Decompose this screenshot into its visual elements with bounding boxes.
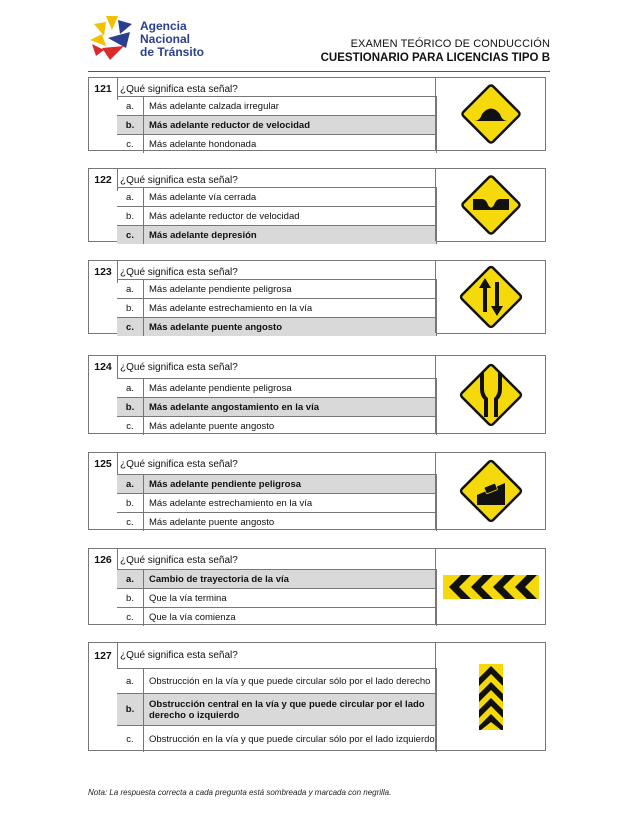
options-list <box>117 378 437 435</box>
agency-name-line-3: de Tránsito <box>140 45 205 59</box>
document-header <box>321 38 550 64</box>
option-letter: a. <box>117 475 144 493</box>
options-list <box>117 569 437 626</box>
question-text: ¿Qué significa esta señal? <box>120 174 238 186</box>
option-text: Más adelante pendiente peligrosa <box>144 379 437 397</box>
option-letter: c. <box>117 513 144 531</box>
option-letter: a. <box>117 97 144 115</box>
option-text: Más adelante puente angosto <box>144 417 437 435</box>
option-text: Obstrucción en la vía y que puede circular sólo por el lado izquierdo <box>144 726 437 752</box>
option-a <box>117 97 437 116</box>
question-number: 126 <box>89 549 118 571</box>
option-a <box>117 280 437 299</box>
options-list <box>117 279 437 336</box>
question-block-125 <box>88 452 546 530</box>
agency-name <box>140 20 204 59</box>
option-b <box>117 589 437 608</box>
steep-descent-sign-icon <box>455 455 527 527</box>
question-block-123 <box>88 260 546 334</box>
option-text: Que la vía comienza <box>144 608 437 626</box>
sign-cell <box>435 261 545 333</box>
option-b <box>117 494 437 513</box>
options-list <box>117 187 437 244</box>
option-text: Que la vía termina <box>144 589 437 607</box>
option-b <box>117 207 437 226</box>
option-text: Más adelante calzada irregular <box>144 97 437 115</box>
question-text: ¿Qué significa esta señal? <box>120 554 238 566</box>
option-c <box>117 513 437 531</box>
question-number: 124 <box>89 356 118 378</box>
option-text: Más adelante vía cerrada <box>144 188 437 206</box>
question-number: 123 <box>89 261 118 283</box>
option-text: Más adelante depresión <box>144 226 437 244</box>
option-b-correct <box>117 116 437 135</box>
option-letter: c. <box>117 726 144 752</box>
question-number: 127 <box>89 643 118 668</box>
option-text: Más adelante hondonada <box>144 135 437 153</box>
option-c <box>117 726 437 752</box>
option-text: Más adelante pendiente peligrosa <box>144 280 437 298</box>
option-c-correct <box>117 226 437 244</box>
option-a <box>117 669 437 694</box>
option-letter: c. <box>117 318 144 336</box>
exam-subtitle: CUESTIONARIO PARA LICENCIAS TIPO B <box>320 52 550 64</box>
option-text: Más adelante angostamiento en la vía <box>144 398 437 416</box>
option-letter: c. <box>117 226 144 244</box>
ant-logo-icon <box>88 14 138 62</box>
option-b <box>117 299 437 318</box>
option-text: Más adelante puente angosto <box>144 318 437 336</box>
agency-name-line-1: Agencia <box>140 19 187 33</box>
question-text: ¿Qué significa esta señal? <box>120 266 238 278</box>
sign-cell <box>435 643 545 750</box>
option-text: Más adelante puente angosto <box>144 513 437 531</box>
option-c-correct <box>117 318 437 336</box>
question-block-121 <box>88 77 546 151</box>
option-a-correct <box>117 475 437 494</box>
option-c <box>117 135 437 153</box>
sign-cell <box>435 78 545 150</box>
option-letter: a. <box>117 188 144 206</box>
option-letter: b. <box>117 398 144 416</box>
question-block-127 <box>88 642 546 751</box>
option-letter: a. <box>117 669 144 693</box>
question-text: ¿Qué significa esta señal? <box>120 458 238 470</box>
speed-bump-sign-icon <box>458 81 524 147</box>
option-b-correct <box>117 398 437 417</box>
question-block-122 <box>88 168 546 242</box>
question-number: 121 <box>89 78 118 100</box>
agency-name-line-2: Nacional <box>140 32 191 46</box>
question-number: 125 <box>89 453 118 475</box>
option-text: Obstrucción en la vía y que puede circular sólo por el lado derecho <box>144 669 437 693</box>
option-letter: b. <box>117 694 144 725</box>
header-divider <box>88 71 550 72</box>
option-letter: c. <box>117 417 144 435</box>
option-letter: b. <box>117 207 144 225</box>
option-text: Más adelante reductor de velocidad <box>144 116 437 134</box>
options-list <box>117 474 437 531</box>
narrow-bridge-sign-icon <box>456 262 526 332</box>
question-block-126 <box>88 548 546 625</box>
sign-cell <box>435 169 545 241</box>
option-text: Más adelante pendiente peligrosa <box>144 475 437 493</box>
option-a <box>117 188 437 207</box>
options-list <box>117 668 437 752</box>
option-letter: a. <box>117 570 144 588</box>
road-narrows-sign-icon <box>455 359 527 431</box>
option-letter: a. <box>117 379 144 397</box>
option-letter: c. <box>117 608 144 626</box>
option-text: Más adelante reductor de velocidad <box>144 207 437 225</box>
option-c <box>117 608 437 626</box>
sign-cell <box>435 453 545 529</box>
vertical-chevron-obstruction-sign-icon <box>479 664 503 730</box>
question-text: ¿Qué significa esta señal? <box>120 361 238 373</box>
option-b-correct <box>117 694 437 726</box>
option-letter: a. <box>117 280 144 298</box>
question-text: ¿Qué significa esta señal? <box>120 650 238 661</box>
question-number: 122 <box>89 169 118 191</box>
agency-logo <box>88 14 228 64</box>
dip-sign-icon <box>458 172 524 238</box>
option-letter: b. <box>117 299 144 317</box>
exam-title: EXAMEN TEÓRICO DE CONDUCCIÓN <box>350 38 550 50</box>
question-block-124 <box>88 355 546 434</box>
option-text: Más adelante estrechamiento en la vía <box>144 299 437 317</box>
question-text: ¿Qué significa esta señal? <box>120 83 238 95</box>
option-c <box>117 417 437 435</box>
chevron-alignment-sign-icon <box>443 575 539 599</box>
option-text: Más adelante estrechamiento en la vía <box>144 494 437 512</box>
footer-note: Nota: La respuesta correcta a cada pregunta está sombreada y marcada con negrilla. <box>88 788 392 797</box>
sign-cell <box>435 549 545 624</box>
option-letter: b. <box>117 589 144 607</box>
option-letter: b. <box>117 494 144 512</box>
option-a <box>117 379 437 398</box>
option-a-correct <box>117 570 437 589</box>
sign-cell <box>435 356 545 433</box>
option-letter: b. <box>117 116 144 134</box>
option-text: Cambio de trayectoria de la vía <box>144 570 437 588</box>
option-letter: c. <box>117 135 144 153</box>
option-text: Obstrucción central en la vía y que puede circular por el lado derecho o izquierdo <box>144 694 437 725</box>
options-list <box>117 96 437 153</box>
